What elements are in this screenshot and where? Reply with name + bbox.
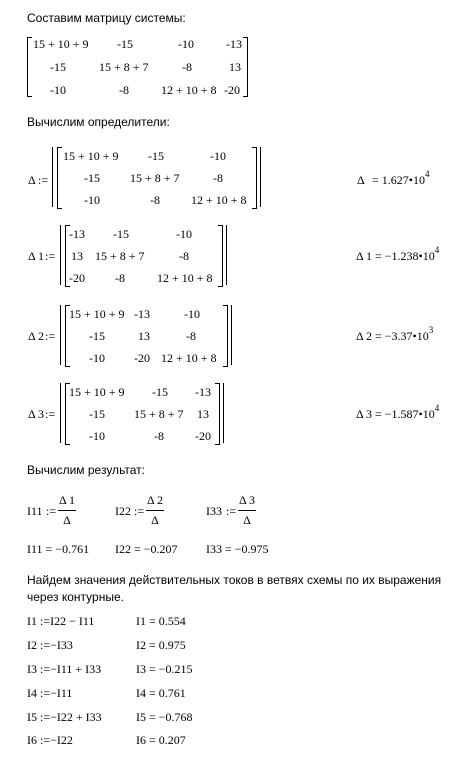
matrix-cell: 15 + 8 + 7: [99, 60, 149, 74]
loop-current-name: I22: [115, 504, 131, 518]
matrix-cell: -10: [50, 83, 66, 97]
assign-operator: :=: [45, 407, 56, 421]
det-cell: 15 + 8 + 7: [130, 171, 180, 185]
branch-current-value: I5 = −0.768: [136, 710, 193, 724]
matrix-cell: -8: [119, 83, 129, 97]
fraction-numerator: Δ 1: [58, 493, 76, 507]
det-cell: -15: [89, 407, 105, 421]
assign-operator: :=: [45, 249, 56, 263]
det-cell: -20: [69, 271, 85, 285]
det-bar: [60, 305, 61, 365]
matrix-cell: -15: [50, 60, 66, 74]
matrix-cell: 12 + 10 + 8: [161, 83, 217, 97]
fraction-numerator: Δ 3: [238, 493, 256, 507]
det-result-value: = $-1.587•10^4$: [375, 403, 440, 421]
det-bar: [60, 225, 61, 285]
det-bar: [231, 305, 232, 365]
det-cell: -8: [115, 271, 125, 285]
currents-heading: Найдем значения действительных токов в ветвях схемы по их выражения: [27, 573, 442, 587]
branch-current-expr: I5 :=−I22 + I33: [27, 710, 102, 724]
matrix-cell: -8: [182, 60, 192, 74]
det-result-value: = $-1.238•10^4$: [375, 245, 440, 263]
branch-current-expr: I1 :=I22 − I11: [27, 614, 95, 628]
loop-current-name: I11: [27, 504, 43, 518]
det-cell: -13: [134, 307, 150, 321]
det-cell: -10: [184, 307, 200, 321]
matrix-cell: 13: [229, 60, 241, 74]
matrix-right-bracket: [243, 37, 248, 97]
branch-current-expr: I6 :=−I22: [27, 733, 73, 747]
assign-operator: :=: [226, 504, 237, 518]
det-cell: -15: [84, 171, 100, 185]
determinant-label: Δ 2: [28, 329, 45, 343]
matrix-cell: -15: [117, 37, 133, 51]
assign-operator: :=: [134, 504, 145, 518]
det-right-bracket: [215, 383, 220, 445]
det-cell: -8: [154, 429, 164, 443]
det-result-label: Δ 2: [356, 329, 373, 343]
matrix-heading: Составим матрицу системы:: [27, 11, 186, 25]
determinant-label: Δ 1: [28, 249, 45, 263]
loop-current-value: I33 = −0.975: [206, 542, 269, 556]
det-result-label: Δ: [357, 173, 365, 187]
fraction-denominator: Δ: [151, 513, 159, 527]
det-right-bracket: [252, 147, 257, 209]
branch-current-value: I1 = 0.554: [136, 614, 186, 628]
det-cell: 15 + 8 + 7: [95, 249, 145, 263]
det-cell: 13: [138, 329, 150, 343]
det-result-label: Δ 1: [356, 249, 373, 263]
loop-current-name: I33: [206, 504, 222, 518]
det-cell: -15: [152, 385, 168, 399]
det-cell: -8: [186, 329, 196, 343]
det-cell: -10: [176, 227, 192, 241]
determinant-label: Δ 3: [28, 407, 45, 421]
branch-current-expr: I3 :=−I11 + I33: [27, 662, 102, 676]
determinants-heading: Вычислим определители:: [27, 115, 170, 129]
assign-operator: :=: [38, 173, 49, 187]
det-cell: -8: [179, 249, 189, 263]
det-cell: -20: [195, 429, 211, 443]
det-bar: [223, 383, 224, 443]
det-cell: 12 + 10 + 8: [161, 351, 217, 365]
det-result-value: = $1.627•10^4$: [372, 169, 430, 187]
result-heading: Вычислим результат:: [27, 463, 145, 477]
det-cell: -10: [210, 149, 226, 163]
fraction-denominator: Δ: [243, 513, 251, 527]
det-cell: -10: [89, 429, 105, 443]
det-cell: 13: [197, 407, 209, 421]
det-cell: -10: [84, 193, 100, 207]
assign-operator: :=: [45, 329, 56, 343]
matrix-cell: -20: [224, 83, 240, 97]
fraction-denominator: Δ: [63, 513, 71, 527]
branch-current-value: I6 = 0.207: [136, 733, 186, 747]
fraction-numerator: Δ 2: [146, 493, 164, 507]
determinant-label: Δ: [28, 173, 36, 187]
fraction-line: [146, 510, 164, 511]
det-bar: [260, 147, 261, 207]
det-right-bracket: [218, 225, 223, 287]
branch-current-value: I4 = 0.761: [136, 686, 186, 700]
det-bar: [226, 225, 227, 285]
matrix-cell: -13: [226, 37, 242, 51]
det-cell: -13: [195, 385, 211, 399]
det-cell: -15: [89, 329, 105, 343]
det-cell: 15 + 10 + 9: [69, 385, 125, 399]
loop-current-value: I22 = −0.207: [115, 542, 178, 556]
det-right-bracket: [223, 305, 228, 367]
currents-heading-line2: через контурные.: [27, 590, 124, 604]
det-bar: [52, 147, 53, 207]
det-cell: 12 + 10 + 8: [157, 271, 213, 285]
det-bar: [60, 383, 61, 443]
det-cell: -13: [69, 227, 85, 241]
branch-current-value: I2 = 0.975: [136, 638, 186, 652]
assign-operator: :=: [46, 504, 57, 518]
branch-current-expr: I2 :=−I33: [27, 638, 73, 652]
det-result-label: Δ 3: [356, 407, 373, 421]
det-left-bracket: [57, 147, 62, 209]
det-cell: -8: [213, 171, 223, 185]
det-cell: -15: [113, 227, 129, 241]
fraction-line: [238, 510, 256, 511]
fraction-line: [58, 510, 76, 511]
det-cell: -10: [89, 351, 105, 365]
det-cell: -20: [134, 351, 150, 365]
det-result-value: = $-3.37•10^3$: [375, 325, 434, 343]
det-cell: 12 + 10 + 8: [191, 193, 247, 207]
matrix-left-bracket: [27, 37, 32, 97]
loop-current-value: I11 = −0.761: [27, 542, 90, 556]
det-cell: -8: [150, 193, 160, 207]
matrix-cell: 15 + 10 + 9: [33, 37, 89, 51]
matrix-cell: -10: [178, 37, 194, 51]
det-cell: 15 + 10 + 9: [69, 307, 125, 321]
det-cell: 15 + 10 + 9: [63, 149, 119, 163]
det-cell: 15 + 8 + 7: [134, 407, 184, 421]
det-cell: -15: [148, 149, 164, 163]
branch-current-expr: I4 :=−I11: [27, 686, 73, 700]
det-cell: 13: [71, 249, 83, 263]
branch-current-value: I3 = −0.215: [136, 662, 193, 676]
